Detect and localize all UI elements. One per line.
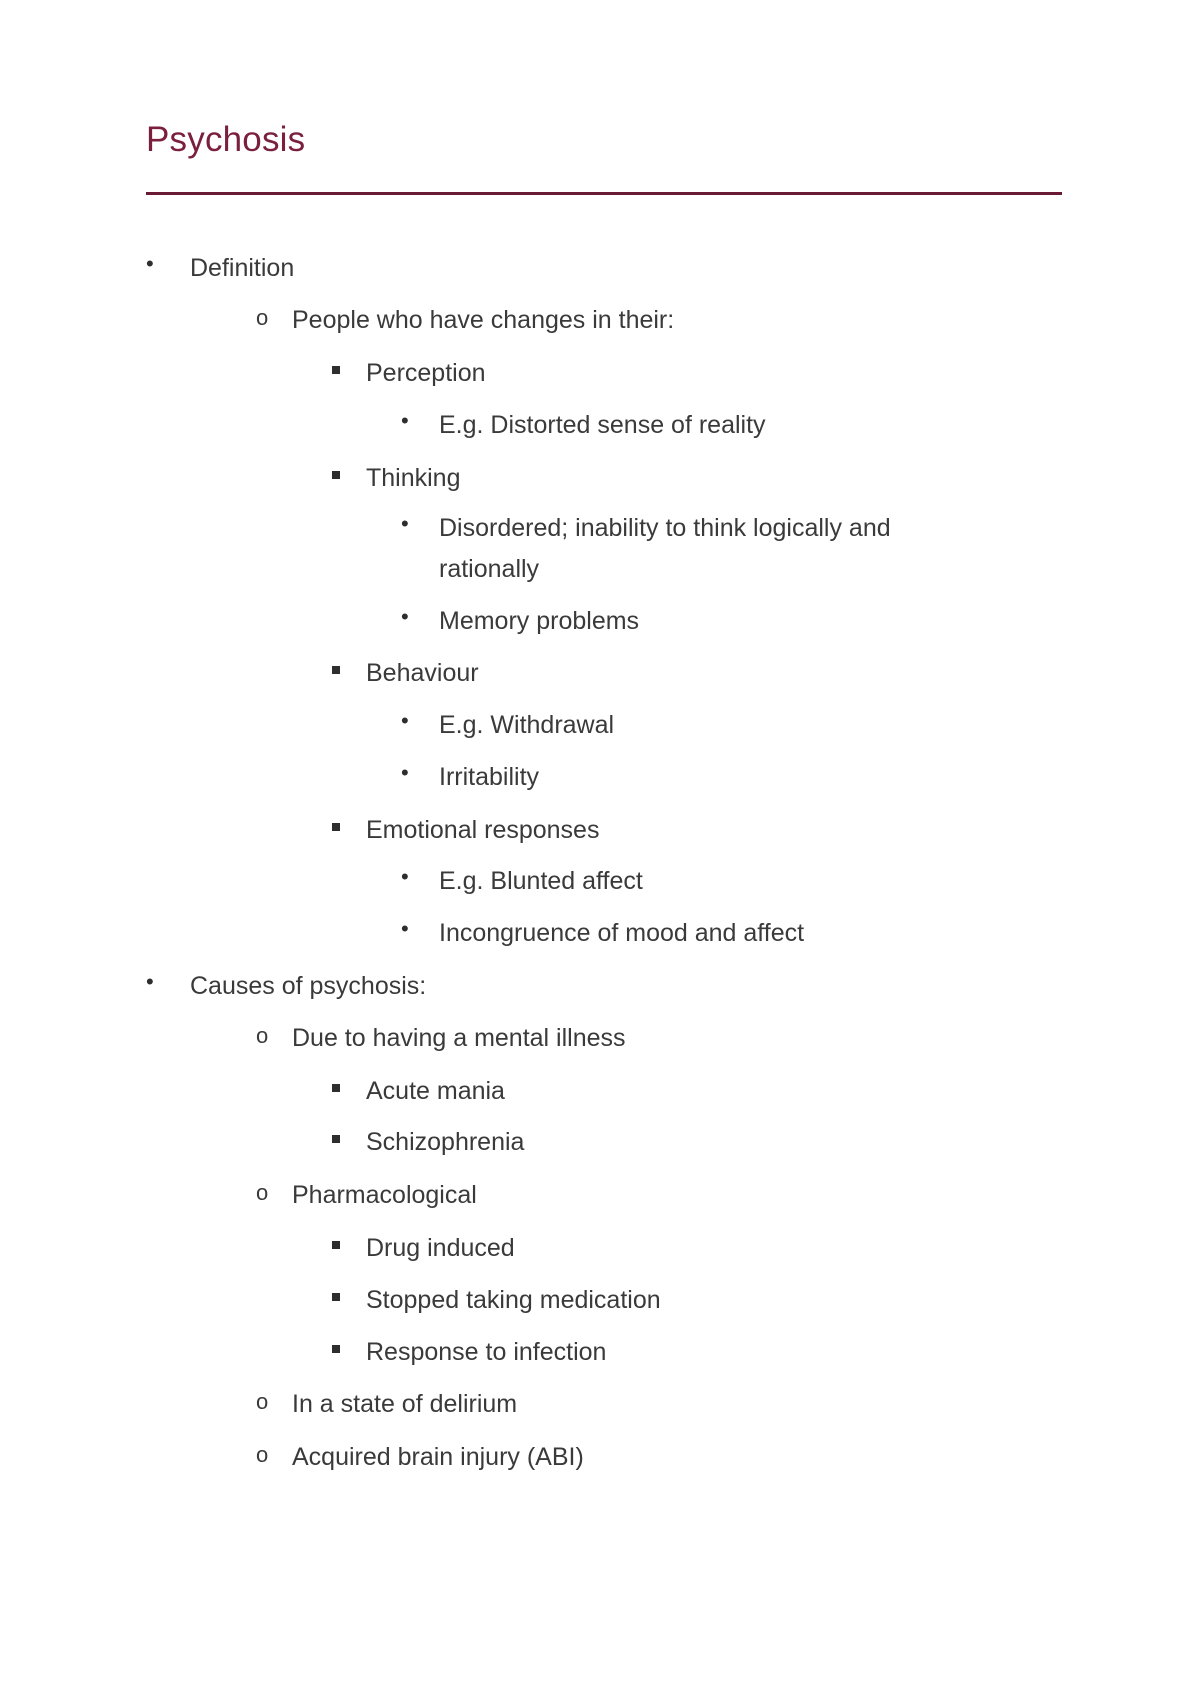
outline-item-level-2: Due to having a mental illness: [292, 1024, 626, 1052]
outline-item-level-4: Irritability: [439, 763, 540, 791]
outline-item-level-1: Causes of psychosis:: [190, 972, 427, 1000]
outline-item-level-2: Acquired brain injury (ABI): [292, 1443, 584, 1471]
circle-bullet-icon: o: [256, 1389, 269, 1414]
outline-item-level-2: In a state of delirium: [292, 1390, 518, 1418]
dot-bullet-icon: •: [401, 708, 409, 733]
outline-item-level-4: Incongruence of mood and affect: [439, 919, 805, 947]
outline-item-level-3: Thinking: [366, 464, 461, 492]
square-bullet-icon: [332, 1293, 340, 1301]
outline-item-level-2: Pharmacological: [292, 1181, 477, 1209]
outline-item-level-3: Response to infection: [366, 1338, 607, 1366]
dot-bullet-icon: •: [401, 408, 409, 433]
outline-item-level-3: Behaviour: [366, 659, 479, 687]
dot-bullet-icon: •: [401, 511, 409, 536]
dot-bullet-icon: •: [401, 916, 409, 941]
outline-item-level-3: Perception: [366, 359, 486, 387]
dot-bullet-icon: •: [146, 969, 154, 994]
outline-item-level-1: Definition: [190, 254, 295, 282]
outline-item-level-4: Disordered; inability to think logically and: [439, 514, 891, 542]
dot-bullet-icon: •: [401, 864, 409, 889]
square-bullet-icon: [332, 471, 340, 479]
circle-bullet-icon: o: [256, 1023, 269, 1048]
page-title: Psychosis: [146, 120, 306, 159]
dot-bullet-icon: •: [401, 604, 409, 629]
outline-item-level-3: Emotional responses: [366, 816, 600, 844]
outline-item-level-4: Memory problems: [439, 607, 640, 635]
square-bullet-icon: [332, 1241, 340, 1249]
outline-item-level-3: Acute mania: [366, 1077, 505, 1105]
square-bullet-icon: [332, 1084, 340, 1092]
circle-bullet-icon: o: [256, 1442, 269, 1467]
outline-item-level-4: E.g. Withdrawal: [439, 711, 615, 739]
outline-item-level-4: E.g. Distorted sense of reality: [439, 411, 766, 439]
title-divider: [146, 192, 1062, 195]
circle-bullet-icon: o: [256, 1180, 269, 1205]
square-bullet-icon: [332, 823, 340, 831]
dot-bullet-icon: •: [146, 251, 154, 276]
square-bullet-icon: [332, 1135, 340, 1143]
square-bullet-icon: [332, 666, 340, 674]
square-bullet-icon: [332, 1345, 340, 1353]
square-bullet-icon: [332, 366, 340, 374]
circle-bullet-icon: o: [256, 305, 269, 330]
dot-bullet-icon: •: [401, 760, 409, 785]
outline-item-level-4: E.g. Blunted affect: [439, 867, 643, 895]
outline-item-level-3: Stopped taking medication: [366, 1286, 661, 1314]
outline-item-level-3: Drug induced: [366, 1234, 515, 1262]
outline-item-level-4: rationally: [439, 555, 540, 583]
outline-item-level-2: People who have changes in their:: [292, 306, 675, 334]
outline-item-level-3: Schizophrenia: [366, 1128, 525, 1156]
